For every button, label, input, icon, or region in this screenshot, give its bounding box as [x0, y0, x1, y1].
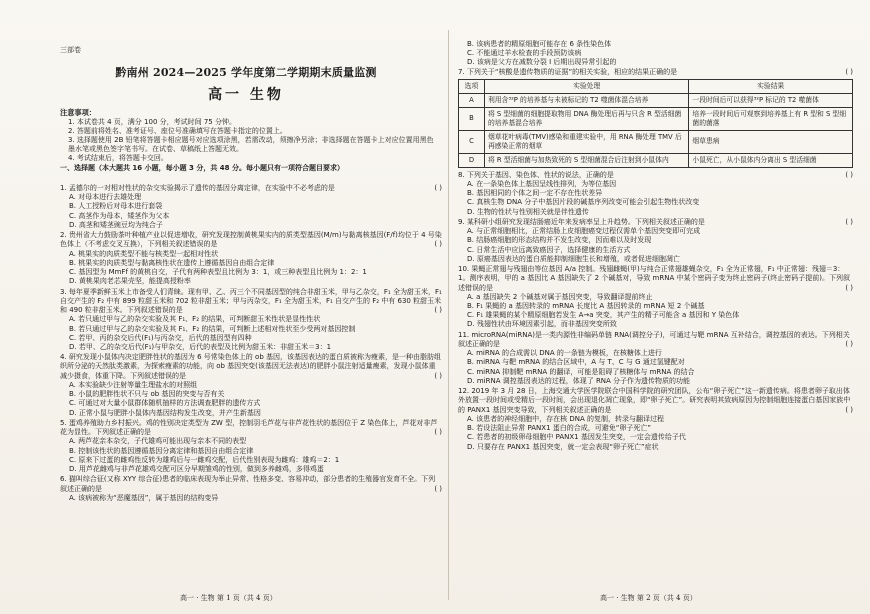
answer-paren: ( )	[434, 371, 442, 380]
volume-label: 三部卷	[60, 46, 81, 54]
notice-item: 4. 考试结束后，将答题卡交回。	[68, 154, 168, 163]
answer-option: A. a 基因缺失 2 个碱基对属于基因突变，导致翻译提前终止	[467, 292, 653, 301]
q6-continued-options	[458, 40, 853, 68]
answer-option: D. 原癌基因表达的蛋白质能抑制细胞生长和增殖，或者促进细胞凋亡	[467, 254, 680, 263]
table-header-row	[459, 79, 853, 93]
question-text: 1. 孟德尔的一对相对性状的杂交实验揭示了遗传的基因分离定律，在实验中不必考虑的是	[60, 184, 335, 192]
table-cell: 将 S 型细菌的细胞提取物用 DNA 酶处理后再与只含 R 型活细菌的培养基混合培养	[484, 107, 688, 130]
answer-option: A. miRNA 的合成需以 DNA 的一条链为模板，在核糖体上进行	[467, 349, 662, 358]
answer-option: C. 日常生活中应远离致癌因子，选择健康的生活方式	[467, 245, 631, 254]
notice-item: 2. 答题前将姓名、准考证号、座位号准确填写在答题卡指定的位置上。	[68, 126, 287, 135]
experiment-table	[458, 79, 853, 168]
question-item	[458, 265, 853, 330]
answer-option: B. miRNA 与靶 mRNA 的结合区域中，A 与 T、C 与 G 通过氢键配对	[467, 358, 685, 367]
question-stem	[458, 68, 853, 77]
question-stem	[458, 171, 853, 180]
answer-option: A. 该病被称为“恶魔基因”，属于基因的结构变异	[69, 493, 219, 502]
table-header: 实验结果	[689, 79, 853, 93]
answer-option: D. 残翅性状由环境因素引起，而非基因突变所致	[467, 320, 617, 329]
table-cell: 一段时间后可以获得³²P 标记的 T2 噬菌体	[689, 93, 853, 107]
answer-option: A. 两芦花亲本杂交，子代雄鸡可能出现与亲本不同的表型	[69, 437, 247, 446]
answer-paren: ( )	[845, 217, 853, 226]
answer-paren: ( )	[845, 339, 853, 348]
table-cell: C	[459, 130, 485, 153]
answer-option: A. 在一条染色体上基因呈线性排列，为等位基因	[467, 179, 617, 188]
answer-paren: ( )	[845, 283, 853, 292]
column-divider	[448, 30, 449, 600]
answer-option: C. 不能通过羊水检查的手段预防该病	[467, 49, 582, 58]
answer-option: B. 若设法阻止异常 PANX1 蛋白的合成，可避免“卵子死亡”	[467, 424, 652, 433]
question-stem	[60, 353, 442, 381]
answer-option: A. 对母本进行去雄处理	[69, 193, 142, 202]
answer-paren: ( )	[434, 184, 442, 192]
page-footer-right: 高一 · 生物 第 2 页（共 4 页）	[600, 594, 697, 602]
table-row	[459, 93, 853, 107]
answer-option: B. 结肠癌细胞的形态结构并不发生改变，因而难以及时发现	[467, 236, 652, 245]
answer-option: A. 与正常细胞相比，正常结肠上皮细胞癌变过程仅需单个基因突变即可完成	[467, 227, 701, 236]
table-row	[459, 130, 853, 153]
table-row	[459, 153, 853, 167]
answer-option: A. 若只通过甲与乙的杂交实验及其 F₁、F₂ 的结果，可判断甜玉米性状是显性性状	[69, 315, 321, 324]
answer-option: B. 小鼠的肥胖性状不只与 ob 基因的突变与否有关	[69, 390, 225, 399]
right-question-list	[458, 171, 853, 452]
question-item	[60, 475, 442, 503]
table-cell: 利用含³²P 的培养基与未被标记的 T2 噬菌体混合培养	[484, 93, 688, 107]
answer-option: D. 高茎和矮茎豌豆均为纯合子	[69, 220, 163, 229]
notice-item: 3. 选择题使用 2B 铅笔将答题卡相应题号对应选项涂黑，若需改动，须擦净另涂；非选择题在答题卡上对应位置用黑色墨水笔或黑色签字笔书写。在试卷、草稿纸上答题无效。	[68, 135, 434, 154]
answer-option: D. 只要存在 PANX1 基因突变，就一定会表现“卵子死亡”症状	[467, 442, 659, 451]
question-text: 3. 每年夏季新鲜玉米上市备受人们青睐。现有甲、乙、丙三个不同基因型的纯合非甜玉米，甲与乙杂交，F₁ 全为甜玉米，F₁ 自交产生的 F₂ 中有 899 粒甜玉米和 702 粒非甜玉米；甲与丙杂交，F₁ 全为甜玉米，F₁ 自交产生的 F₂ 中有 630 粒甜玉米和 490 粒非甜玉米。下列叙述错误的是	[60, 287, 442, 315]
question-item	[458, 218, 853, 264]
right-column	[458, 40, 853, 453]
answer-option: A. 该患者的神经细胞中，存在核 DNA 的复制，转录与翻译过程	[467, 414, 664, 423]
question-stem	[458, 265, 853, 293]
answer-option: C. 若患者的初级卵母细胞中 PANX1 基因发生突变，一定会遗传给子代	[467, 433, 686, 442]
question-stem	[458, 218, 853, 227]
question-text: 10. 果蝇正常翅与残翅由等位基因 A/a 控制。残翅雌蝇(甲)与纯合正常翅雄蝇杂交，F₁ 全为正常翅，F₁ 中正常翅：残翅＝3：1。测序表明，甲的 a 基因比 A 基因缺失了 2 个碱基对，导致 mRNA 中某个密码子变为终止密码子(终止密码子提前)。下列叙述错误的是	[458, 265, 850, 292]
question-text: 9. 某科研小组研究发现结肠癌近年来发病率呈上升趋势。下列相关叙述正确的是	[458, 217, 705, 226]
notice-block	[60, 108, 440, 164]
answer-paren: ( )	[845, 67, 853, 76]
answer-option: B. 人工授粉后对母本进行套袋	[69, 202, 163, 211]
answer-option: D. 该病是父方在减数分裂 I 后期出现异常引起的	[467, 58, 617, 67]
answer-option: B. 该病患者的精原细胞可能存在 6 条性染色体	[467, 40, 612, 48]
answer-paren: ( )	[434, 240, 442, 249]
answer-option: B. 桃果实的肉质类型与黏离核性状在遗传上遵循基因自由组合定律	[69, 258, 275, 267]
answer-option: A. 桃果实的肉质类型不能与核类型一起相对性状	[69, 249, 219, 258]
answer-option: C. F₁ 雄果蝇的某个精原细胞若发生 A→a 突变，其产生的精子可能含 a 基因和 Y 染色体	[467, 311, 740, 320]
table-cell: 烟草患病	[689, 130, 853, 153]
question-text: 5. 蛋鸡养殖助力乡村振兴。鸡的性别决定类型为 ZW 型，控制羽毛芦花与非芦花性状的基因位于 Z 染色体上，芦花对非芦花为显性。下列叙述正确的是	[60, 418, 438, 437]
answer-option: C. 若甲、丙的杂交后代(F₁)与丙杂交，后代的基因型有四种	[69, 333, 252, 342]
answer-option: D. miRNA 调控基因表达的过程，体现了 RNA 分子作为遗传物质的功能	[467, 376, 691, 385]
page-footer-left: 高一 · 生物 第 1 页（共 4 页）	[180, 594, 277, 602]
exam-subject: 高一 生物	[208, 87, 284, 103]
answer-option: C. 基因型为 MmFf 的黄桃自交，子代有两种表型且比例为 3：1，或三种表型且比例为 1：2：1	[69, 268, 367, 277]
answer-option: D. 用芦花雌鸡与非芦花雄鸡交配可区分早期雏鸡的性别，做到多养雌鸡，多得鸡蛋	[69, 465, 324, 474]
notice-item: 1. 本试卷共 4 页，满分 100 分，考试时间 75 分钟。	[68, 117, 236, 126]
question-stem	[458, 331, 853, 349]
table-header: 选项	[459, 79, 485, 93]
question-stem	[60, 419, 442, 437]
table-header: 实验处理	[484, 79, 688, 93]
question-7	[458, 68, 853, 168]
answer-option: B. 若只通过甲与乙的杂交实验及其 F₁、F₂ 的结果，可判断上述相对性状至少受两对基因控制	[69, 324, 356, 333]
section-heading: 一、选择题（本大题共 16 小题，每小题 3 分，共 48 分。每小题只有一项符合题目要求）	[60, 164, 344, 172]
question-item	[458, 171, 853, 217]
table-cell: 将 R 型活细菌与加热致死的 S 型细菌混合后注射到小鼠体内	[484, 153, 688, 167]
answer-option: C. 高茎作为母本，矮茎作为父本	[69, 211, 170, 220]
answer-option: D. 黄桃果肉老芯果壳坚，能提高授粉率	[69, 277, 191, 286]
question-stem	[60, 184, 442, 193]
table-cell: B	[459, 107, 485, 130]
question-text: 2. 贵州省大力鼓励茶叶种植产业以促进增收，研究发现控制黄桃果实内的质类型基因(M/m)与黏离核基因(F/f)均位于 4 号染色体上（不考虑交叉互换），下列相关叙述错误的是	[60, 231, 442, 249]
answer-option: D. 生物的性状与性别相关就是伴性遗传	[467, 207, 589, 216]
table-cell: D	[459, 153, 485, 167]
question-item	[60, 231, 442, 286]
answer-paren: ( )	[434, 428, 442, 437]
answer-option: B. 基因相同的个体之间一定不存在性状差异	[467, 189, 603, 198]
table-cell: 培养一段时间后可观察到培养基上有 R 型和 S 型细菌的菌落	[689, 107, 853, 130]
answer-paren: ( )	[845, 170, 853, 179]
answer-option: C. 可通过对大量小鼠群体随机抽样的方法调查肥胖的遗传方式	[69, 399, 261, 408]
question-item	[60, 419, 442, 474]
question-stem	[60, 288, 442, 316]
question-text: 6. 猫叫综合征(又称 XYY 综合征)患者的临床表现为举止异常、性格多变、容易冲动，部分患者的生殖器官发育不全。下列叙述正确的是	[60, 475, 436, 493]
question-item	[60, 184, 442, 230]
table-cell: 小鼠死亡，从小鼠体内分离出 S 型活细菌	[689, 153, 853, 167]
answer-paren: ( )	[845, 405, 853, 414]
question-stem	[60, 231, 442, 249]
question-item	[60, 353, 442, 418]
answer-option: C. miRNA 抑制靶 mRNA 的翻译，可能是阻碍了核糖体与 mRNA 的结合	[467, 367, 695, 376]
question-text: 12. 2019 年 3 月 28 日，上海交通大学医学院联合中国科学院的研究团队，公布“卵子死亡”这一新遗传病。将患者卵子取出体外放置一段时间或受精后一段时间，会出现退化凋亡现象，即“卵子死亡”。研究表明其致病原因为控制细胞连接蛋白基因家族中的 PANX1 基因突变导致，下列相关叙述正确的是	[458, 387, 851, 414]
table-cell: A	[459, 93, 485, 107]
notice-title: 注意事项：	[60, 108, 96, 117]
question-text: 11. microRNA(miRNA)是一类内源性非编码单链 RNA(调控分子)，可通过与靶 mRNA 互补结合，调控基因的表达。下列相关叙述正确的是	[458, 330, 850, 348]
exam-title: 黔南州 2024—2025 学年度第二学期期末质量监测	[115, 66, 377, 79]
question-stem	[458, 387, 853, 415]
table-cell: 烟草花叶病毒(TMV)感染和重建实验中，用 RNA 酶处理 TMV 后再感染正常的烟草	[484, 130, 688, 153]
answer-paren: ( )	[434, 306, 442, 315]
table-row	[459, 107, 853, 130]
answer-option: A. 本实验缺少注射等量生理盐水的对照组	[69, 380, 198, 389]
question-text: 7. 下列关于“核酸是遗传物质的证据”的相关实验，相应的结果正确的是	[458, 67, 678, 76]
question-item	[60, 288, 442, 353]
question-text: 8. 下列关于基因、染色体、性状的说法，正确的是	[458, 170, 614, 179]
answer-option: C. 真核生物 DNA 分子中基因片段的碱基序列改变可能会引起生物性状改变	[467, 198, 700, 207]
question-item	[458, 331, 853, 386]
answer-option: B. 控制该性状的基因遵循基因分离定律和基因自由组合定律	[69, 446, 254, 455]
answer-option: C. 原来下过蛋的雌鸡性反转为雄鸡后与一雌鸡交配，后代性别表现为雌鸡：雄鸡＝2：1	[69, 455, 340, 464]
answer-paren: ( )	[434, 484, 442, 493]
question-item	[458, 387, 853, 452]
left-question-list	[60, 184, 442, 504]
question-text: 4. 研究发现小鼠体内决定肥胖性状的基因为 6 号常染色体上的 ob 基因，该基因表达的蛋白质被称为瘦素，是一种由脂肪组织所分泌的天然肽类激素，为探索瘦素的功能，向 ob 基因突变(该基因无法表达)的肥胖小鼠注射适量瘦素，发现小鼠体重减少摄食，体重下降。下列叙述错误的是	[60, 353, 441, 380]
answer-option: D. 若甲、乙的杂交后代(F₁)与甲杂交，后代的表型及比例为甜玉米：非甜玉米＝3：1	[69, 342, 332, 351]
question-stem	[60, 475, 442, 493]
answer-option: D. 正常小鼠与肥胖小鼠体内基因结构发生改变，并产生新基因	[69, 408, 261, 417]
answer-option: B. F₁ 果蝇的 a 基因转录的 mRNA 长度比 A 基因转录的 mRNA 短 2 个碱基	[467, 302, 705, 310]
